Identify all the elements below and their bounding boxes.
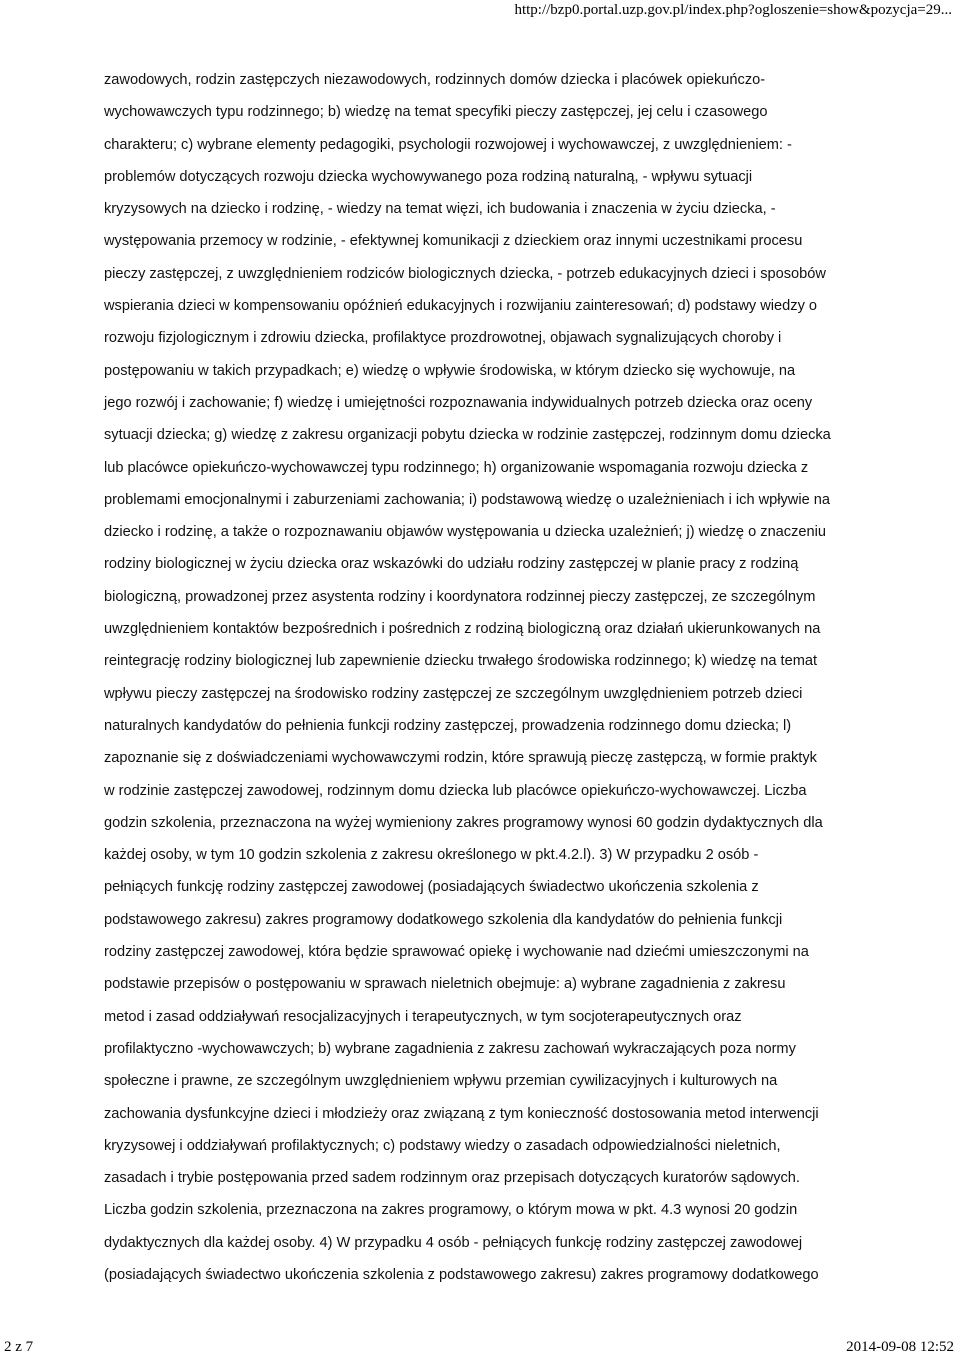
text-line: uwzględnieniem kontaktów bezpośrednich i pośrednich z rodziną biologiczną oraz działań ukierunkowanych na (104, 621, 821, 638)
text-line: społeczne i prawne, ze szczególnym uwzględnieniem wpływu przemian cywilizacyjnych i kulturowych na (104, 1073, 778, 1090)
text-line: wychowawczych typu rodzinnego; b) wiedzę na temat specyfiki pieczy zastępczej, jej celu i czasowego (104, 104, 768, 121)
text-line: pełniących funkcję rodziny zastępczej zawodowej (posiadających świadectwo ukończenia szkolenia z (104, 879, 759, 896)
text-line: zachowania dysfunkcyjne dzieci i młodzieży oraz związaną z tym konieczność dostosowania metod interwencji (104, 1105, 819, 1122)
text-line: kryzysowej i oddziaływań profilaktycznych; c) podstawy wiedzy o zasadach odpowiedzialności nieletnich, (104, 1137, 781, 1154)
page-number: 2 z 7 (4, 1339, 34, 1355)
text-line: rodziny biologicznej w życiu dziecka oraz wskazówki do udziału rodziny zastępczej w planie pracy z rodziną (104, 556, 799, 573)
text-line: rozwoju fizjologicznym i zdrowiu dziecka, profilaktyce prozdrowotnej, objawach sygnalizujących choroby i (104, 330, 782, 347)
text-line: sytuacji dziecka; g) wiedzę z zakresu organizacji pobytu dziecka w rodzinie zastępczej, rodzinnym domu dziecka (104, 427, 831, 444)
document-body (104, 70, 904, 1297)
text-line: profilaktyczno -wychowawczych; b) wybrane zagadnienia z zakresu zachowań wykraczających poza normy (104, 1040, 796, 1057)
text-line: naturalnych kandydatów do pełnienia funkcji rodziny zastępczej, prowadzenia rodzinnego domu dziecka; l) (104, 717, 792, 734)
text-line: reintegrację rodziny biologicznej lub zapewnienie dziecku trwałego środowiska rodzinnego; k) wiedzę na temat (104, 653, 818, 670)
text-line: wpływu pieczy zastępczej na środowisko rodziny zastępczej ze szczególnym uwzględnieniem potrzeb dzieci (104, 685, 803, 702)
page-url-header: http://bzp0.portal.uzp.gov.pl/index.php?ogloszenie=show&pozycja=29... (514, 2, 952, 18)
text-line: występowania przemocy w rodzinie, - efektywnej komunikacji z dzieckiem oraz innymi uczestnikami procesu (104, 233, 803, 250)
text-line: zasadach i trybie postępowania przed sadem rodzinnym oraz przepisach dotyczących kuratorów sądowych. (104, 1170, 800, 1187)
text-line: metod i zasad oddziaływań resocjalizacyjnych i terapeutycznych, w tym socjoterapeutycznych oraz (104, 1008, 742, 1025)
text-line: zawodowych, rodzin zastępczych niezawodowych, rodzinnych domów dziecka i placówek opiekuńczo- (104, 72, 766, 88)
text-line: wspierania dzieci w kompensowaniu opóźnień edukacyjnych i rozwijaniu zainteresowań; d) podstawy wiedzy o (104, 298, 818, 315)
text-line: jego rozwój i zachowanie; f) wiedzę i umiejętności rozpoznawania indywidualnych potrzeb dziecka oraz oceny (104, 394, 813, 411)
text-line: każdej osoby, w tym 10 godzin szkolenia z zakresu określonego w pkt.4.2.l). 3) W przypadku 2 osób - (104, 847, 759, 864)
text-line: godzin szkolenia, przeznaczona na wyżej wymieniony zakres programowy wynosi 60 godzin dydaktycznych dla (104, 814, 823, 831)
text-line: biologiczną, prowadzonej przez asystenta rodziny i koordynatora rodzinnej pieczy zastępczej, ze szczególnym (104, 588, 816, 605)
text-line: kryzysowych na dziecko i rodzinę, - wiedzy na temat więzi, ich budowania i znaczenia w życiu dziecka, - (104, 201, 776, 218)
text-line: zapoznanie się z doświadczeniami wychowawczymi rodzin, które sprawują pieczę zastępczą, w formie praktyk (104, 750, 817, 767)
text-line: dydaktycznych dla każdej osoby. 4) W przypadku 4 osób - pełniących funkcję rodziny zastępczej zawodowej (104, 1234, 803, 1251)
text-line: pieczy zastępczej, z uwzględnieniem rodziców biologicznych dziecka, - potrzeb edukacyjnych dzieci i sposobów (104, 265, 826, 282)
text-line: problemami emocjonalnymi i zaburzeniami zachowania; i) podstawową wiedzę o uzależnieniach i ich wpływie na (104, 491, 830, 508)
text-line: Liczba godzin szkolenia, przeznaczona na zakres programowy, o którym mowa w pkt. 4.3 wynosi 20 godzin (104, 1202, 798, 1219)
print-datetime: 2014-09-08 12:52 (846, 1339, 954, 1355)
text-line: lub placówce opiekuńczo-wychowawczej typu rodzinnego; h) organizowanie wspomagania rozwoju dziecka z (104, 459, 809, 476)
text-line: dziecko i rodzinę, a także o rozpoznawaniu objawów występowania u dziecka uzależnień; j) wiedzę o znaczeniu (104, 524, 826, 541)
text-line: podstawowego zakresu) zakres programowy dodatkowego szkolenia dla kandydatów do pełnienia funkcji (104, 911, 783, 928)
text-line: problemów dotyczących rozwoju dziecka wychowywanego poza rodziną naturalną, - wpływu sytuacji (104, 168, 753, 185)
text-line: charakteru; c) wybrane elementy pedagogiki, psychologii rozwojowej i wychowawczej, z uwzględnieniem: - (104, 136, 792, 153)
text-line: w rodzinie zastępczej zawodowej, rodzinnym domu dziecka lub placówce opiekuńczo-wychowawczej. Liczba (104, 782, 807, 799)
text-line: (posiadających świadectwo ukończenia szkolenia z podstawowego zakresu) zakres programowy dodatkowego (104, 1266, 819, 1283)
text-line: rodziny zastępczej zawodowej, która będzie sprawować opiekę i wychowanie nad dziećmi umieszczonymi na (104, 944, 809, 961)
text-line: postępowaniu w takich przypadkach; e) wiedzę o wpływie środowiska, w którym dziecko się wychowuje, na (104, 362, 796, 379)
text-line: podstawie przepisów o postępowaniu w sprawach nieletnich obejmuje: a) wybrane zagadnienia z zakresu (104, 976, 786, 993)
